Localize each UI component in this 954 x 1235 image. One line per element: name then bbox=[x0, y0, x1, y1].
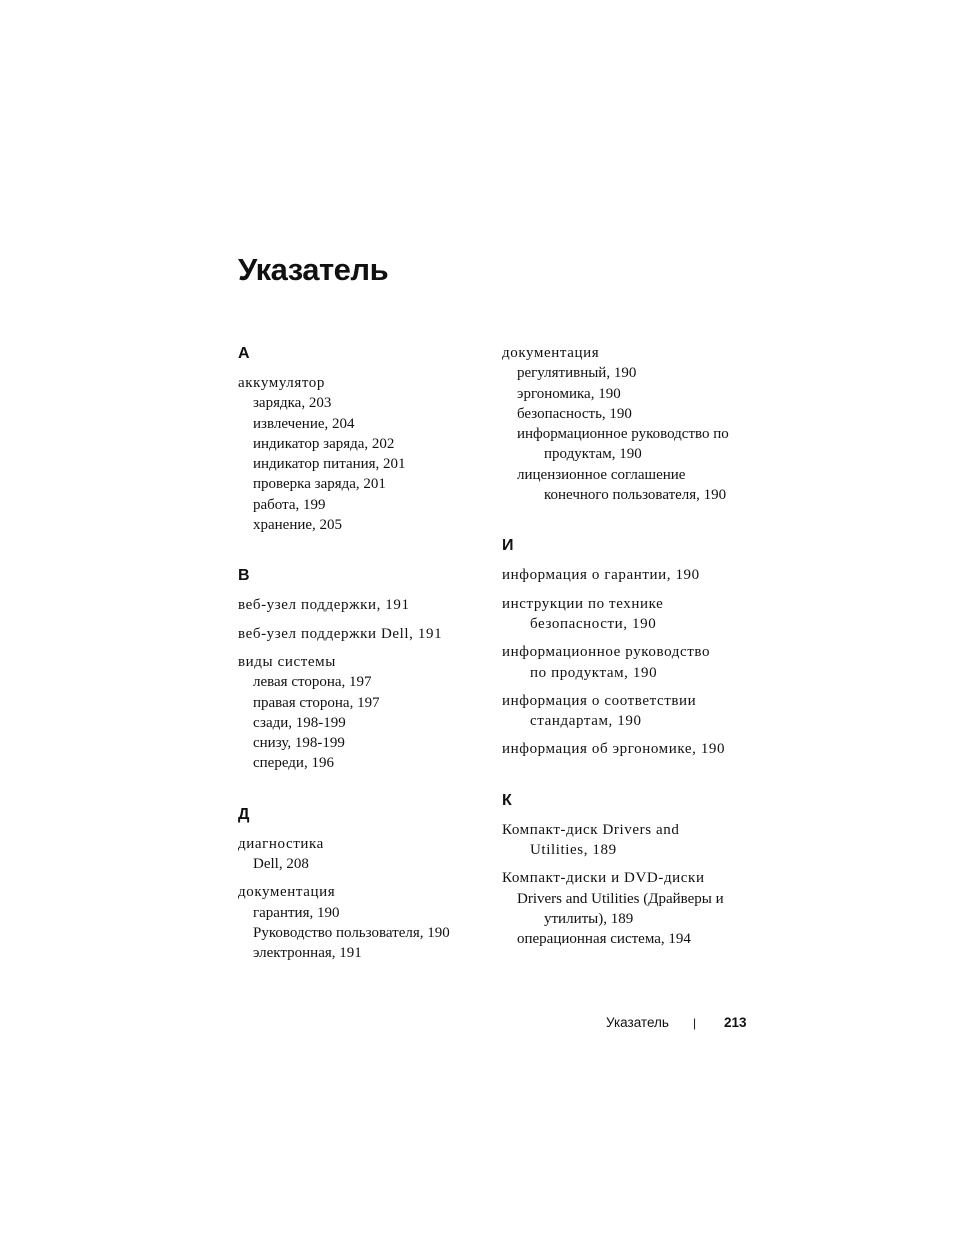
subentry: проверка заряда, 201 bbox=[253, 476, 386, 493]
footer-section-label: Указатель bbox=[606, 1015, 669, 1030]
subentry: Dell, 208 bbox=[253, 856, 309, 873]
subentry-continuation: продуктам, 190 bbox=[544, 446, 642, 463]
page-number: 213 bbox=[724, 1015, 747, 1030]
section-letter: И bbox=[502, 537, 514, 555]
index-entry: веб-узел поддержки, 191 bbox=[238, 597, 410, 614]
page-title: Указатель bbox=[238, 252, 389, 287]
subentry: электронная, 191 bbox=[253, 945, 362, 962]
index-entry bbox=[238, 882, 498, 963]
entry-continuation: стандартам, 190 bbox=[530, 713, 642, 730]
subentry-continuation: утилиты), 189 bbox=[544, 910, 634, 927]
subentry: регулятивный, 190 bbox=[517, 365, 637, 382]
index-entry bbox=[502, 642, 762, 683]
index-column-left bbox=[238, 343, 498, 964]
subentry: индикатор питания, 201 bbox=[253, 456, 406, 473]
section-letter: В bbox=[238, 567, 250, 585]
subentry: лицензионное соглашение bbox=[517, 466, 686, 483]
footer-separator: | bbox=[693, 1016, 697, 1030]
index-entry bbox=[502, 820, 762, 861]
subentry: эргономика, 190 bbox=[517, 385, 621, 402]
index-entry bbox=[238, 652, 498, 774]
subentry: безопасность, 190 bbox=[517, 405, 632, 422]
index-column-right bbox=[502, 343, 762, 950]
index-section-d bbox=[238, 804, 498, 964]
entry-continuation: по продуктам, 190 bbox=[530, 664, 658, 681]
subentry: гарантия, 190 bbox=[253, 904, 340, 921]
subentry: Drivers and Utilities (Драйверы и bbox=[517, 890, 724, 907]
index-entry bbox=[502, 594, 762, 635]
index-section-i bbox=[502, 535, 762, 759]
index-section-v bbox=[238, 565, 498, 773]
subentry: Руководство пользователя, 190 bbox=[253, 924, 450, 941]
index-entry: информация о гарантии, 190 bbox=[502, 567, 700, 584]
subentry: информационное руководство по bbox=[517, 426, 729, 443]
subentry: индикатор заряда, 202 bbox=[253, 435, 395, 452]
entry-term: диагностика bbox=[238, 835, 324, 852]
subentry: извлечение, 204 bbox=[253, 415, 355, 432]
entry-term: виды системы bbox=[238, 653, 336, 670]
entry-term: документация bbox=[238, 884, 336, 901]
index-entry bbox=[238, 373, 498, 535]
entry-term: Компакт-диски и DVD-диски bbox=[502, 870, 705, 887]
index-section-a bbox=[238, 343, 498, 535]
section-letter: A bbox=[238, 345, 250, 362]
index-entry bbox=[238, 834, 498, 875]
entry-term: информационное руководство bbox=[502, 644, 711, 661]
index-section-k bbox=[502, 790, 762, 950]
index-entry-continued bbox=[502, 343, 762, 505]
subentry: операционная система, 194 bbox=[517, 931, 691, 948]
subentry-continuation: конечного пользователя, 190 bbox=[544, 487, 727, 504]
entry-term: Компакт-диск Drivers and bbox=[502, 821, 680, 838]
subentry: снизу, 198-199 bbox=[253, 735, 345, 752]
entry-term: информация о соответствии bbox=[502, 692, 697, 709]
subentry: спереди, 196 bbox=[253, 755, 334, 772]
section-letter: К bbox=[502, 791, 512, 809]
entry-term: документация bbox=[502, 345, 600, 361]
subentry: правая сторона, 197 bbox=[253, 694, 380, 711]
subentry: хранение, 205 bbox=[253, 517, 343, 534]
entry-continuation: безопасности, 190 bbox=[530, 615, 657, 632]
index-entry bbox=[502, 868, 762, 949]
index-entry bbox=[502, 691, 762, 732]
entry-term: инструкции по технике bbox=[502, 595, 664, 612]
index-entry: веб-узел поддержки Dell, 191 bbox=[238, 625, 443, 642]
subentry: зарядка, 203 bbox=[253, 395, 332, 412]
subentry: сзади, 198-199 bbox=[253, 714, 346, 731]
subentry: левая сторона, 197 bbox=[253, 674, 372, 691]
entry-term: аккумулятор bbox=[238, 375, 325, 391]
section-letter: Д bbox=[238, 805, 250, 823]
entry-continuation: Utilities, 189 bbox=[530, 842, 617, 859]
index-entry: информация об эргономике, 190 bbox=[502, 741, 726, 758]
subentry: работа, 199 bbox=[253, 496, 326, 513]
